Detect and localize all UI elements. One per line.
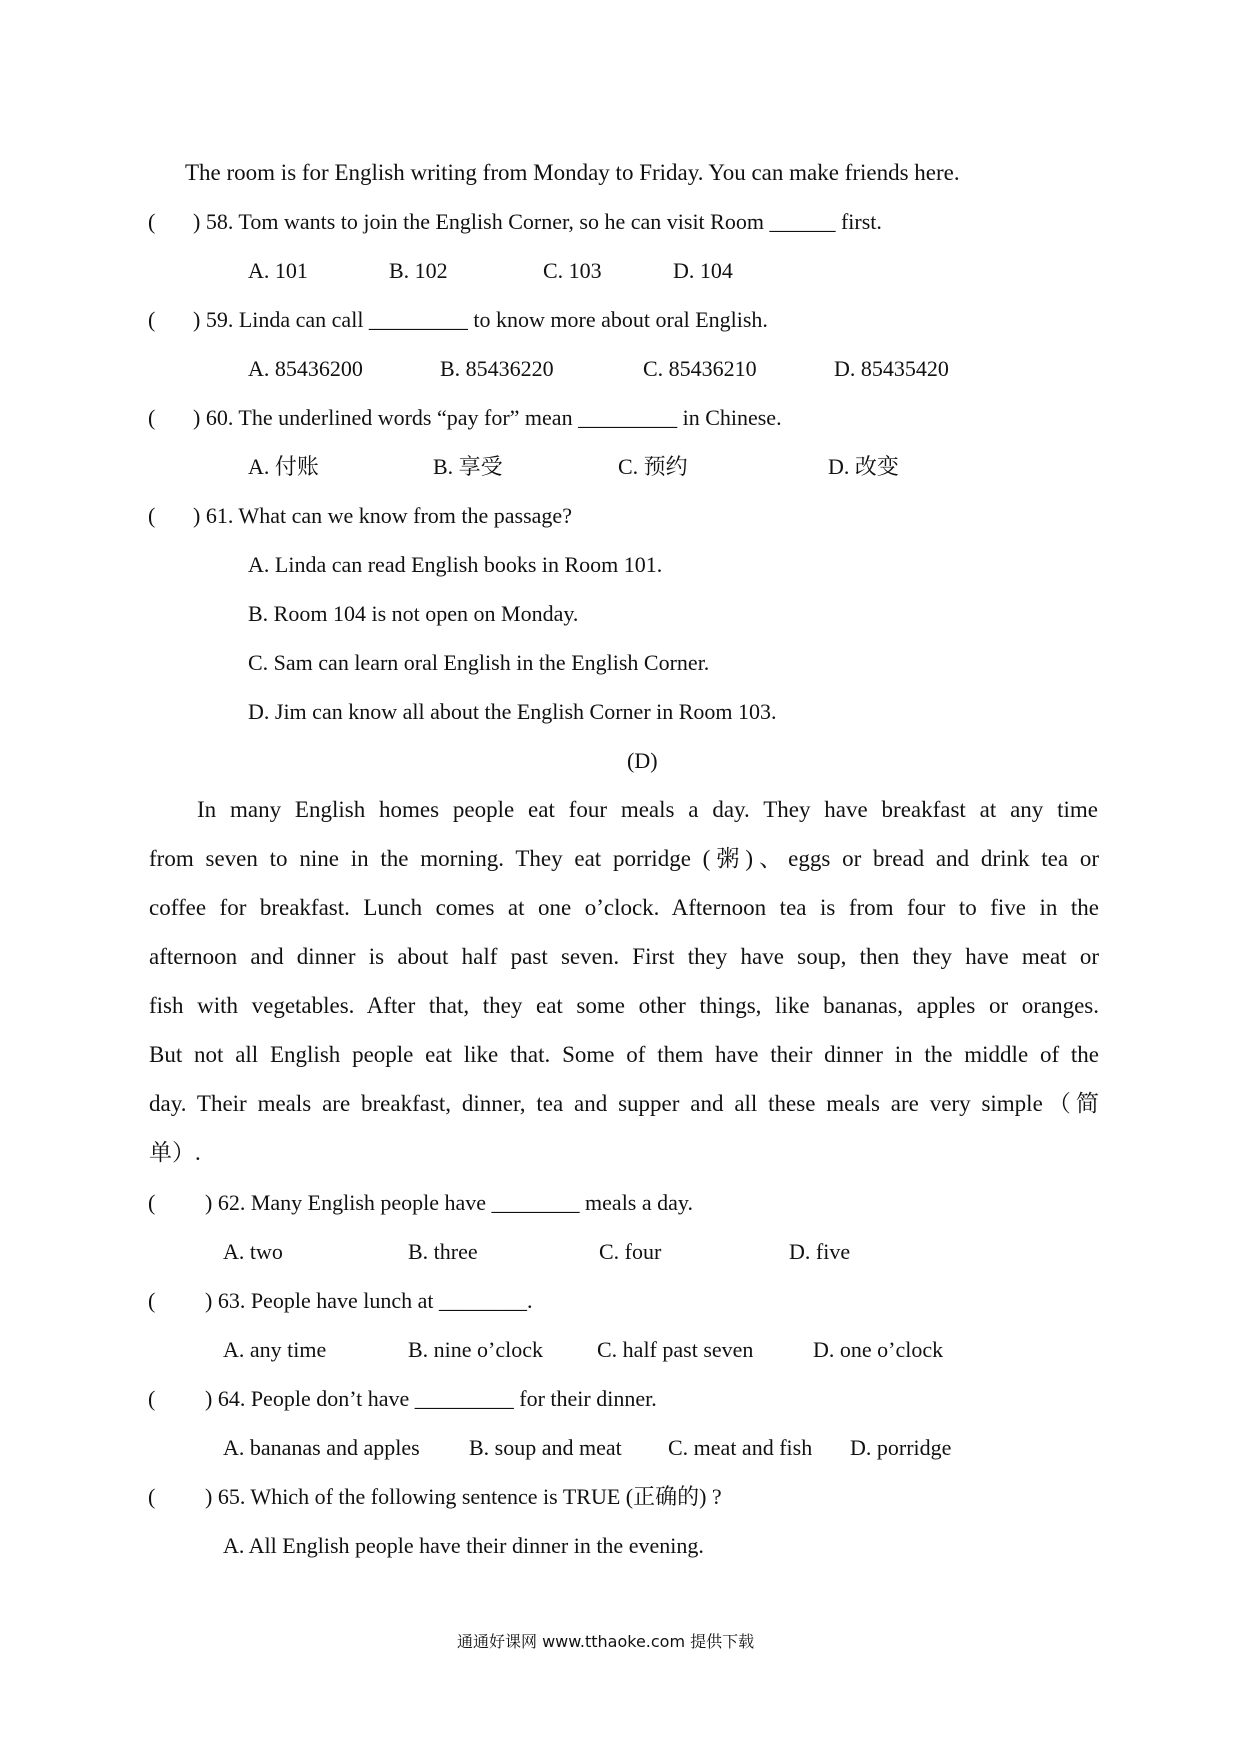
option-d: D. Jim can know all about the English Corner in Room 103.	[248, 699, 777, 724]
option-b: B. three	[408, 1239, 478, 1264]
answer-paren[interactable]: (	[148, 209, 156, 234]
answer-paren[interactable]: (	[148, 307, 156, 332]
option-b: B. Room 104 is not open on Monday.	[248, 601, 579, 626]
option-a: A. 付账	[248, 454, 319, 479]
option-d: D. one o’clock	[813, 1337, 944, 1362]
passage-line: 单）.	[149, 1140, 201, 1165]
question-stem: ) 61. What can we know from the passage?	[193, 503, 572, 528]
option-d: D. porridge	[850, 1435, 952, 1460]
passage-line: afternoon and dinner is about half past seven. First they have soup, then they have meat or	[149, 944, 1099, 969]
question-stem: ) 62. Many English people have ________ meals a day.	[205, 1190, 693, 1215]
option-c: C. Sam can learn oral English in the English Corner.	[248, 650, 710, 675]
option-a: A. Linda can read English books in Room 101.	[248, 552, 663, 577]
answer-paren[interactable]: (	[148, 1386, 156, 1411]
option-b: B. 102	[389, 258, 448, 283]
passage-line: fish with vegetables. After that, they eat some other things, like bananas, apples or oranges.	[149, 993, 1099, 1018]
option-a: A. 85436200	[248, 356, 363, 381]
answer-paren[interactable]: (	[148, 1484, 156, 1509]
option-a: A. bananas and apples	[223, 1435, 420, 1460]
option-c: C. half past seven	[597, 1337, 754, 1362]
option-a: A. any time	[223, 1337, 327, 1362]
passage-line: day. Their meals are breakfast, dinner, tea and supper and all these meals are very simple（简	[149, 1091, 1099, 1116]
option-d: D. 改变	[828, 454, 899, 479]
passage-line: In many English homes people eat four meals a day. They have breakfast at any time	[197, 797, 1098, 822]
answer-paren[interactable]: (	[148, 1190, 156, 1215]
question-stem: ) 58. Tom wants to join the English Corner, so he can visit Room ______ first.	[193, 209, 882, 234]
option-c: C. meat and fish	[668, 1435, 813, 1460]
footer-download-note: 通通好课网 www.tthaoke.com 提供下载	[457, 1632, 755, 1651]
answer-paren[interactable]: (	[148, 1288, 156, 1313]
option-a: A. All English people have their dinner in the evening.	[223, 1533, 704, 1558]
option-c: C. 预约	[618, 454, 688, 479]
answer-paren[interactable]: (	[148, 405, 156, 430]
passage-line: But not all English people eat like that. Some of them have their dinner in the middle of the	[149, 1042, 1099, 1067]
section-label: (D)	[627, 748, 658, 773]
option-a: A. two	[223, 1239, 283, 1264]
intro-line: The room is for English writing from Monday to Friday. You can make friends here.	[185, 160, 960, 185]
question-stem: ) 63. People have lunch at ________.	[205, 1288, 533, 1313]
question-stem: ) 59. Linda can call _________ to know more about oral English.	[193, 307, 768, 332]
question-stem: ) 60. The underlined words “pay for” mean _________ in Chinese.	[193, 405, 782, 430]
passage-line: from seven to nine in the morning. They eat porridge (粥)、eggs or bread and drink tea or	[149, 846, 1099, 871]
question-stem: ) 64. People don’t have _________ for their dinner.	[205, 1386, 657, 1411]
question-stem: ) 65. Which of the following sentence is TRUE (正确的) ?	[205, 1484, 722, 1509]
option-d: D. 104	[673, 258, 733, 283]
option-b: B. soup and meat	[469, 1435, 622, 1460]
option-b: B. 享受	[433, 454, 503, 479]
option-c: C. 85436210	[643, 356, 757, 381]
option-b: B. nine o’clock	[408, 1337, 544, 1362]
option-d: D. five	[789, 1239, 851, 1264]
option-a: A. 101	[248, 258, 308, 283]
option-d: D. 85435420	[834, 356, 949, 381]
option-b: B. 85436220	[440, 356, 554, 381]
option-c: C. 103	[543, 258, 602, 283]
answer-paren[interactable]: (	[148, 503, 156, 528]
option-c: C. four	[599, 1239, 662, 1264]
passage-line: coffee for breakfast. Lunch comes at one o’clock. Afternoon tea is from four to five in the	[149, 895, 1099, 920]
